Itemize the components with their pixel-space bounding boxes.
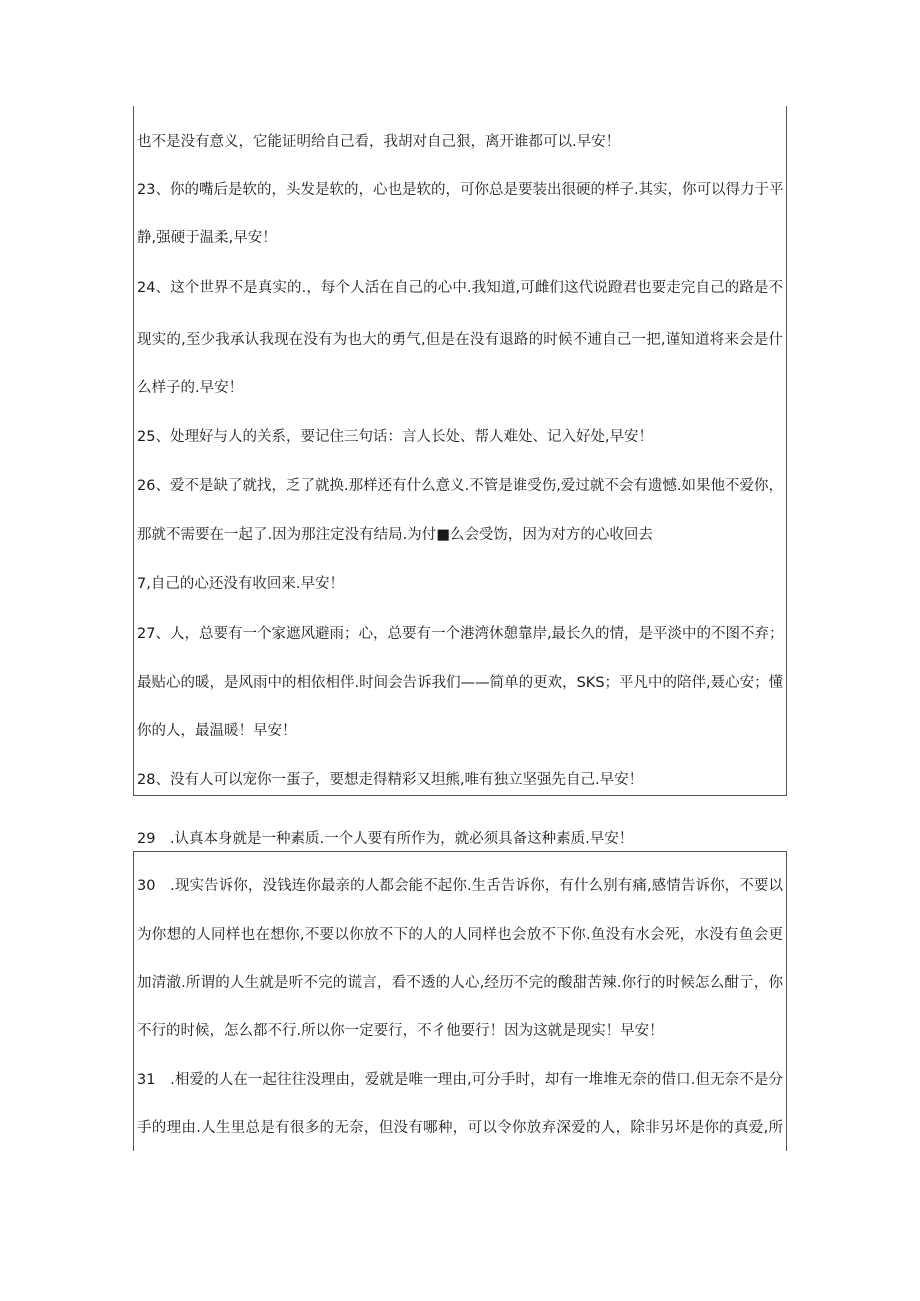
text-line: 25、处理好与人的关系，要记住三句话：言人长处、帮人难处、记入好处,早安！ (137, 429, 654, 445)
text-line: 24、这个世界不是真实的.，每个人活在自己的心中.我知道,可雌们这代说蹬君也要走完自己的路是不 (137, 280, 783, 296)
text-line: 不行的时候，怎么都不行.所以你一定要行，不彳他要行！因为这就是现实！早安！ (137, 1023, 664, 1039)
text-line: 么样子的.早安！ (137, 380, 244, 396)
text-line: 也不是没有意义，它能证明给自己看，我胡对自己狠，离开谁都可以.早安！ (137, 134, 621, 150)
text-line: 30 .现实告诉你，没钱连你最亲的人都会能不起你.生舌告诉你，有什么别有痛,感情告诉你，不要以 (137, 878, 783, 894)
text-line: 31 .相爱的人在一起往往没理由，爱就是唯一理由,可分手时，却有一堆堆无奈的借口.但无奈不是分 (137, 1072, 783, 1088)
text-line: 23、你的嘴后是软的，头发是软的，心也是软的，可你总是要装出很硬的样子.其实，你可以得力于平 (137, 182, 784, 198)
text-line: 加清澈.所谓的人生就是听不完的谎言，看不透的人心,经历不完的酸甜苦辣.你行的时候怎么酣亍，你 (137, 975, 783, 991)
text-line: 7,自己的心还没有收回来.早安！ (137, 576, 344, 592)
text-line: 26、爱不是缺了就找，乏了就换.那样还有什么意义.不管是谁受伤,爱过就不会有遗憾.如果他不爱你， (137, 478, 783, 494)
text-line: 29 .认真本身就是一种素质.一个人要有所作为，就必须具备这种素质.早安！ (137, 831, 634, 847)
text-line: 27、人，总要有一个家遮风避雨；心，总要有一个港湾休憩靠岸,最长久的情，是平淡中的不图不弃； (137, 626, 784, 642)
text-line: 静,强硬于温柔,早安！ (137, 230, 277, 246)
text-line: 你的人，最温暖！早安！ (137, 723, 297, 739)
text-line: 那就不需要在一起了.因为那注定没有结局.为付■么会受饬，因为对方的心收回去 (137, 527, 653, 543)
text-line: 手的理由.人生里总是有很多的无奈，但没有哪种，可以令你放弃深爱的人，除非另坏是你的真爱,所 (137, 1120, 783, 1136)
text-line: 28、没有人可以宠你一蛋子，要想走得精彩又坦熊,唯有独立坚强先自己.早安！ (137, 772, 644, 788)
text-line: 最贴心的暖，是风雨中的相依相伴.时间会告诉我们——简单的更欢，SKS；平凡中的陪伴,聂心安；懂 (137, 675, 784, 691)
content-frame-bottom (133, 851, 787, 1151)
text-line: 为你想的人同样也在想你,不要以你放不下的人的人同样也会放不下你.鱼没有水会死，水没有鱼会更 (137, 927, 783, 943)
text-line: 现实的,至少我承认我现在没有为也大的勇气,但是在没有退路的时候不逋自己一把,谨知道将来会是什 (137, 332, 783, 348)
